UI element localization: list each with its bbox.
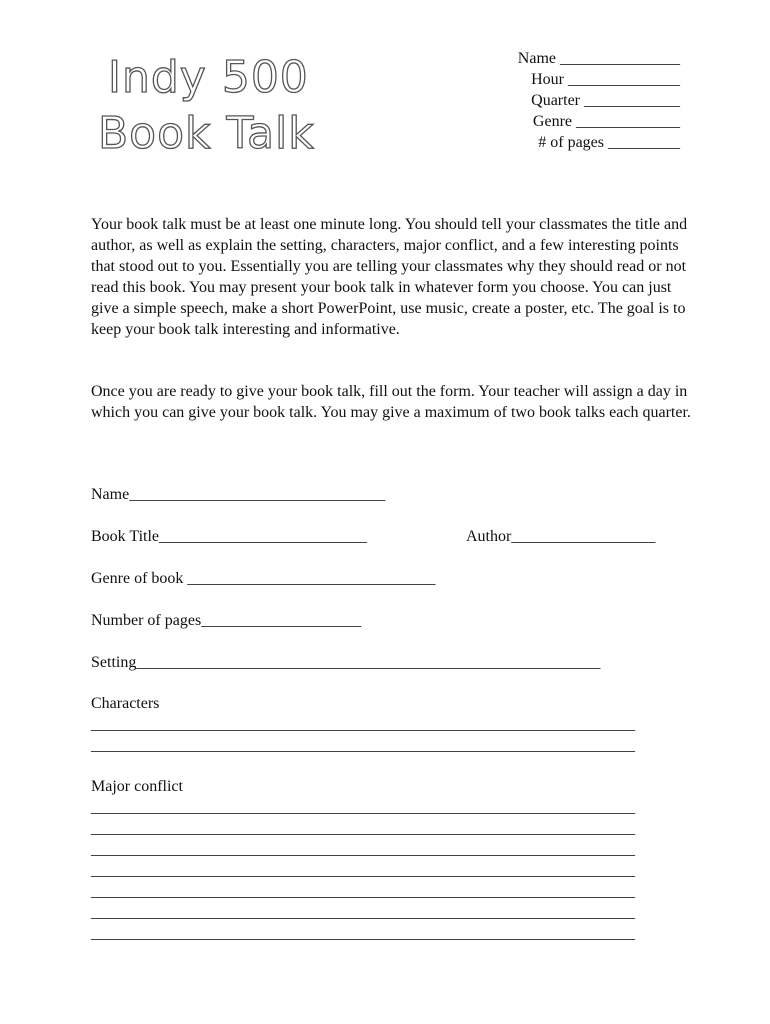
form-characters-label: Characters	[91, 695, 160, 712]
instructions-paragraph-1: Your book talk must be at least one minute long. You should tell your classmates the title and author, as well as explain the setting, characters, major conflict, and a few interesting points that stood out to you. Essentially you are telling your classmates why they should read or not read this book. You may present your book talk in whatever form you choose. You can just give a simple speech, make a short PowerPoint, use music, create a poster, etc. The goal is to keep your book talk interesting and informative.	[91, 216, 688, 338]
form-name-field[interactable]: Name________________________________	[91, 486, 386, 503]
page-title	[98, 50, 315, 162]
conflict-line[interactable]: ____________________________________________________________________	[91, 925, 635, 942]
form-setting-field[interactable]: Setting__________________________________________________________	[91, 654, 601, 671]
header-pages-field[interactable]: # of pages _________	[538, 134, 680, 151]
characters-line[interactable]: ____________________________________________________________________	[91, 737, 635, 754]
conflict-line[interactable]: ____________________________________________________________________	[91, 883, 635, 900]
conflict-line[interactable]: ____________________________________________________________________	[91, 799, 635, 816]
header-name-field[interactable]: Name _______________	[517, 50, 680, 67]
conflict-line[interactable]: ____________________________________________________________________	[91, 820, 635, 837]
header-quarter-field[interactable]: Quarter ____________	[531, 92, 680, 109]
title-line-1: Indy 500	[108, 52, 309, 103]
conflict-line[interactable]: ____________________________________________________________________	[91, 862, 635, 879]
title-line-2: Book Talk	[98, 108, 315, 159]
form-conflict-label: Major conflict	[91, 778, 183, 795]
form-book-title-field[interactable]: Book Title__________________________	[91, 528, 368, 545]
conflict-line[interactable]: ____________________________________________________________________	[91, 904, 635, 921]
form-pages-field[interactable]: Number of pages____________________	[91, 612, 362, 629]
characters-line[interactable]: ____________________________________________________________________	[91, 716, 635, 733]
header-genre-field[interactable]: Genre _____________	[532, 113, 680, 130]
header-hour-field[interactable]: Hour ______________	[531, 71, 680, 88]
instructions-paragraph-2: Once you are ready to give your book talk, fill out the form. Your teacher will assign a day in which you can give your book talk. You may give a maximum of two book talks each quarter.	[91, 383, 691, 421]
form-genre-field[interactable]: Genre of book _______________________________	[91, 570, 436, 587]
header-fields	[518, 48, 680, 153]
conflict-line[interactable]: ____________________________________________________________________	[91, 841, 635, 858]
form-author-field[interactable]: Author__________________	[466, 528, 656, 545]
